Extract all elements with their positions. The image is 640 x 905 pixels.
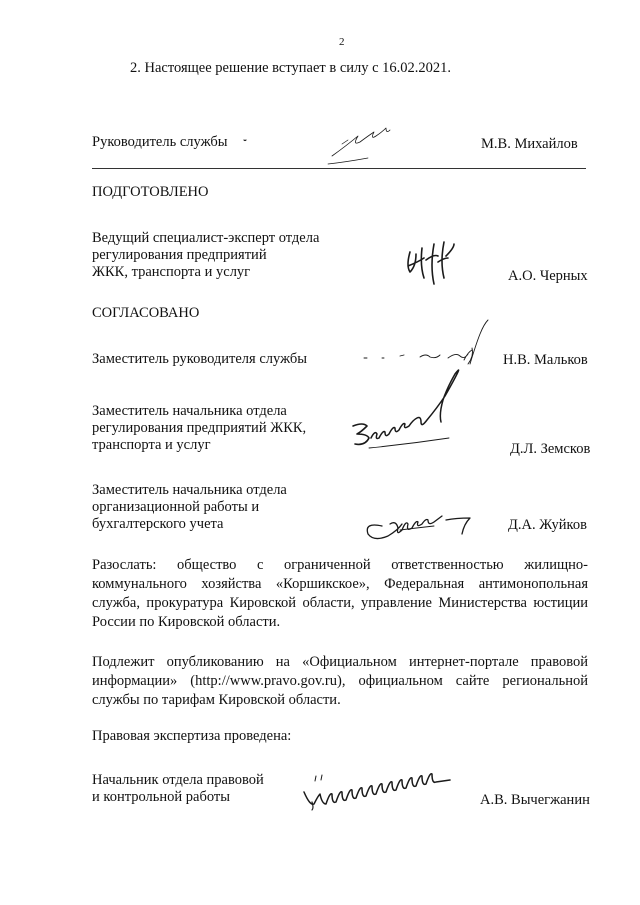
signer-3-name: Д.А. Жуйков	[508, 517, 587, 533]
prepared-position-line-3: ЖКК, транспорта и услуг	[92, 264, 251, 280]
head-name: М.В. Михайлов	[481, 136, 578, 152]
legal-review-note: Правовая экспертиза проведена:	[92, 728, 292, 744]
prepared-heading: ПОДГОТОВЛЕНО	[92, 184, 209, 200]
legal-head-signature	[298, 772, 488, 812]
signer-3-position-line-3: бухгалтерского учета	[92, 516, 224, 532]
head-signature	[232, 118, 412, 168]
legal-head-position-line-2: и контрольной работы	[92, 789, 230, 805]
prepared-name: А.О. Черных	[508, 268, 588, 284]
separator-line	[92, 168, 586, 169]
signer-1-name: Н.В. Мальков	[503, 352, 588, 368]
signer-3-signature	[360, 500, 490, 545]
head-position: Руководитель службы	[92, 134, 228, 150]
signer-2-position-line-2: регулирования предприятий ЖКК,	[92, 420, 307, 436]
page-number: 2	[339, 36, 345, 48]
signer-1-position-line-1: Заместитель руководителя службы	[92, 351, 308, 367]
signer-3-position-line-2: организационной работы и	[92, 499, 260, 515]
signer-2-name: Д.Л. Земсков	[510, 441, 591, 457]
signer-3-position-line-1: Заместитель начальника отдела	[92, 482, 287, 498]
legal-head-name: А.В. Вычегжанин	[480, 792, 590, 808]
agreed-heading: СОГЛАСОВАНО	[92, 305, 200, 321]
effective-date-clause: 2. Настоящее решение вступает в силу с 16.02.2021.	[130, 60, 452, 76]
distribution-paragraph: Разослать: общество с ограниченной ответственностью жилищно-коммунального хозяйства «Коршикское», Федеральная антимонопольная служба, прокуратура Кировской области, управление Министерства юстиции России по Кировской области.	[92, 557, 588, 630]
signer-2-position-line-3: транспорта и услуг	[92, 437, 211, 453]
prepared-position-line-1: Ведущий специалист-эксперт отдела	[92, 230, 320, 246]
prepared-signature	[400, 238, 470, 290]
legal-head-position-line-1: Начальник отдела правовой	[92, 772, 264, 788]
signer-2-signature	[345, 388, 495, 458]
prepared-position-line-2: регулирования предприятий	[92, 247, 267, 263]
publication-paragraph: Подлежит опубликованию на «Официальном интернет-портале правовой информации» (http://www.pravo.gov.ru), официальном сайте региональной службы по тарифам Кировской области.	[92, 654, 588, 708]
signer-1-signature	[360, 320, 500, 380]
signer-2-position-line-1: Заместитель начальника отдела	[92, 403, 287, 419]
